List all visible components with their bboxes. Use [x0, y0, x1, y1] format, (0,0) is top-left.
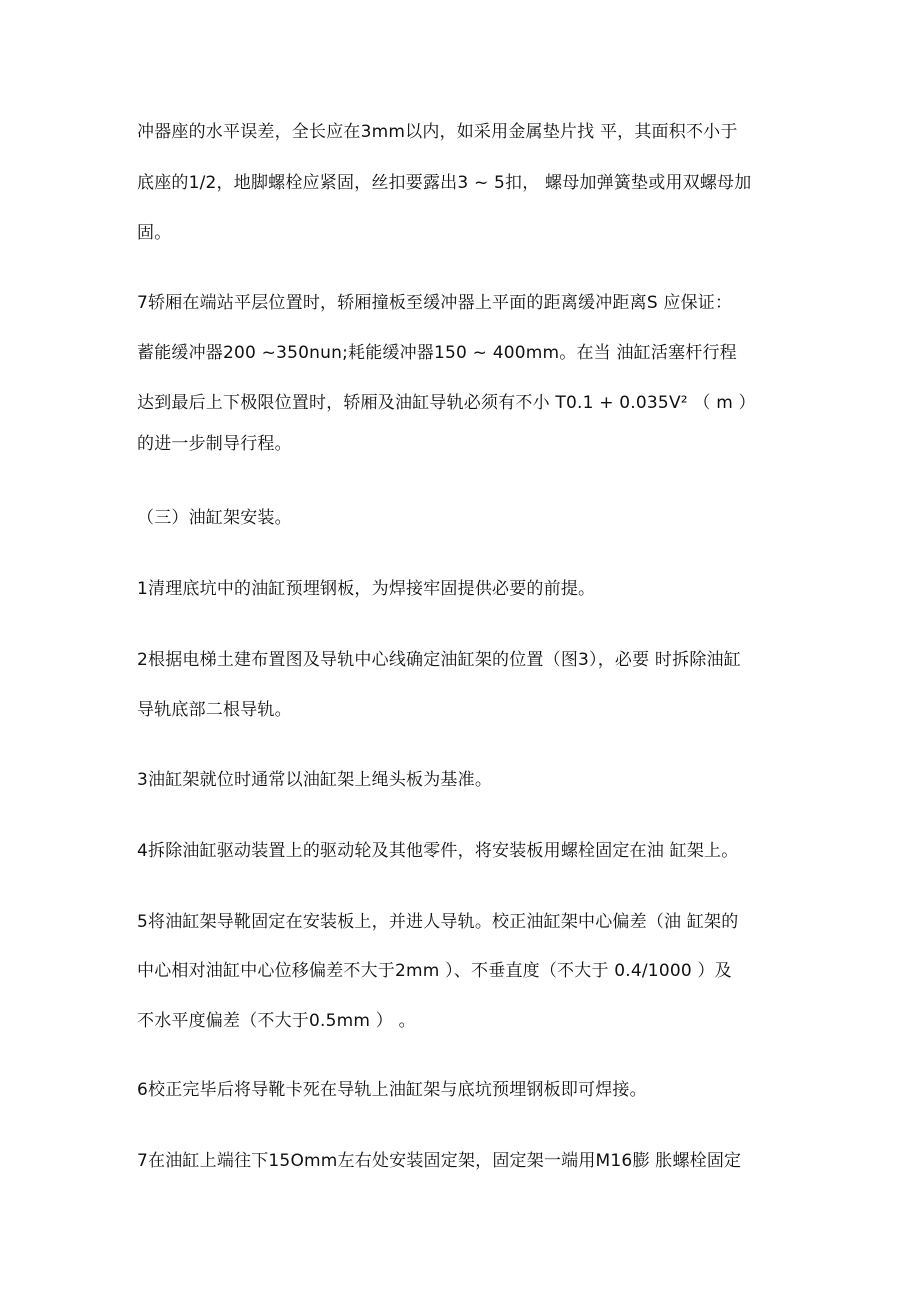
text-line: 冲器座的水平误差，全长应在3mm以内，如采用金属垫片找 平，其面积不小于: [137, 122, 738, 142]
text-line: 达到最后上下极限位置时，轿厢及油缸导轨必须有不小 T0.1 + 0.035V² （ m ）: [137, 393, 756, 413]
text-line: 底座的1/2，地脚螺栓应紧固，丝扣要露出3 ~ 5扣， 螺母加弹簧垫或用双螺母加: [137, 173, 752, 193]
section-heading: （三）油缸架安装。: [137, 508, 292, 528]
text-line: 导轨底部二根导轨。: [137, 700, 292, 720]
text-line: 不水平度偏差（不大于0.5mm ） 。: [137, 1011, 416, 1031]
text-line: 7轿厢在端站平层位置时，轿厢撞板至缓冲器上平面的距离缓冲距离S 应保证：: [137, 293, 733, 313]
text-line: 7在油缸上端往下15Omm左右处安装固定架，固定架一端用M16膨 胀螺栓固定: [137, 1151, 742, 1171]
text-line: 1清理底坑中的油缸预埋钢板，为焊接牢固提供必要的前提。: [137, 579, 596, 599]
text-line: 3油缸架就位时通常以油缸架上绳头板为基准。: [137, 770, 493, 790]
text-line: 中心相对油缸中心位移偏差不大于2mm ）、不垂直度（不大于 0.4/1000 ）及: [137, 961, 732, 981]
text-line: 6校正完毕后将导靴卡死在导轨上油缸架与底坑预埋钢板即可焊接。: [137, 1080, 647, 1100]
text-line: 固。: [137, 223, 172, 243]
text-line: 4拆除油缸驱动装置上的驱动轮及其他零件，将安装板用螺栓固定在油 缸架上。: [137, 841, 739, 861]
text-line: 5将油缸架导靴固定在安装板上，并进人导轨。校正油缸架中心偏差（油 缸架的: [137, 912, 739, 932]
text-line: 的进一步制导行程。: [137, 434, 292, 454]
text-line: 蓄能缓冲器200 ~350nun;耗能缓冲器150 ~ 400mm。在当 油缸活塞杆行程: [137, 343, 737, 363]
text-line: 2根据电梯土建布置图及导轨中心线确定油缸架的位置（图3），必要 时拆除油缸: [137, 650, 741, 670]
